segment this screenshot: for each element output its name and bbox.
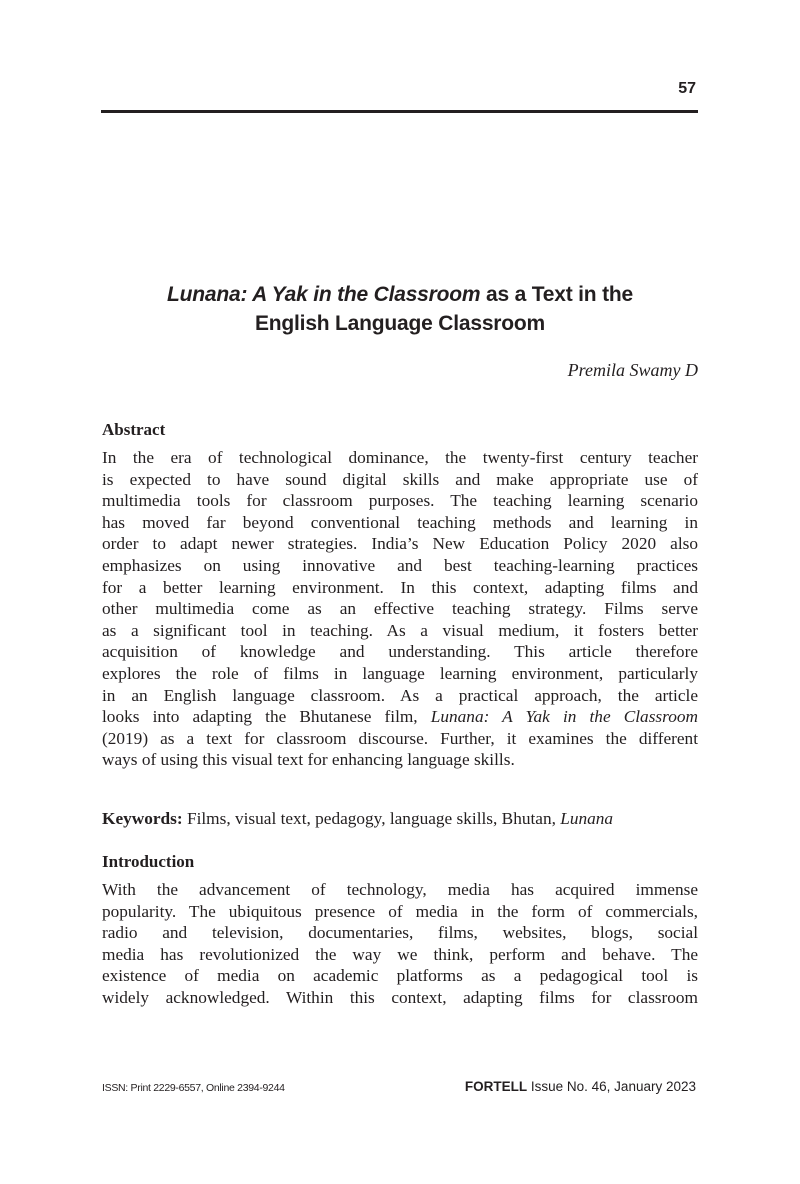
introduction-line: widely acknowledged. Within this context, adapting films for classroom (102, 987, 698, 1007)
article-title (100, 280, 700, 338)
abstract-line (102, 706, 698, 728)
introduction-heading: Introduction (102, 852, 195, 871)
abstract-line: other multimedia come as an effective teaching strategy. Films serve (102, 599, 698, 619)
abstract-line-text: looks into adapting the Bhutanese film, (102, 707, 418, 727)
keywords (102, 809, 613, 829)
page-number: 57 (678, 80, 696, 97)
footer-issue: Issue No. 46, January 2023 (527, 1079, 696, 1094)
abstract-heading: Abstract (102, 420, 166, 439)
abstract-line: emphasizes on using innovative and best teaching-learning practices (102, 555, 698, 575)
author-name: Premila Swamy D (567, 360, 698, 380)
introduction-line: radio and television, documentaries, films, websites, blogs, social (102, 923, 698, 943)
title-line-2: English Language Classroom (254, 312, 546, 335)
abstract-line: has moved far beyond conventional teaching methods and learning in (102, 512, 698, 532)
footer-journal-issue (465, 1079, 696, 1094)
footer-journal-name: FORTELL (464, 1079, 528, 1094)
abstract-line: ways of using this visual text for enhancing language skills. (102, 750, 515, 770)
abstract-line: is expected to have sound digital skills and make appropriate use of (102, 469, 698, 489)
abstract-line: in an English language classroom. As a practical approach, the article (102, 685, 698, 705)
introduction-body (102, 879, 698, 1009)
introduction-line: popularity. The ubiquitous presence of media in the form of commercials, (102, 901, 698, 921)
title-rest: as a Text in the (480, 283, 633, 306)
introduction-line: media has revolutionized the way we think, perform and behave. The (102, 944, 698, 964)
abstract-line: as a significant tool in teaching. As a visual medium, it fosters better (102, 620, 698, 640)
abstract-body (102, 447, 698, 771)
title-film-name: Lunana: A Yak in the Classroom (167, 283, 481, 306)
abstract-line: for a better learning environment. In this context, adapting films and (102, 577, 698, 597)
header-rule (101, 110, 698, 113)
abstract-line: (2019) as a text for classroom discourse. Further, it examines the different (102, 728, 698, 748)
introduction-line: existence of media on academic platforms as a pedagogical tool is (102, 966, 698, 986)
introduction-line: With the advancement of technology, media has acquired immense (102, 880, 698, 899)
keywords-list: Films, visual text, pedagogy, language skills, Bhutan, (182, 809, 561, 828)
keywords-italic-term: Lunana (560, 809, 614, 828)
abstract-line: explores the role of films in language learning environment, particularly (102, 663, 698, 683)
film-title-italic: Lunana: A Yak in the Classroom (430, 707, 698, 727)
footer-issn: ISSN: Print 2229-6557, Online 2394-9244 (102, 1082, 285, 1094)
keywords-label: Keywords: (102, 809, 183, 828)
abstract-line: In the era of technological dominance, the twenty-first century teacher (102, 448, 698, 467)
abstract-line: multimedia tools for classroom purposes. The teaching learning scenario (102, 491, 698, 511)
abstract-line: acquisition of knowledge and understanding. This article therefore (102, 642, 698, 662)
abstract-line: order to adapt newer strategies. India’s New Education Policy 2020 also (102, 534, 698, 554)
